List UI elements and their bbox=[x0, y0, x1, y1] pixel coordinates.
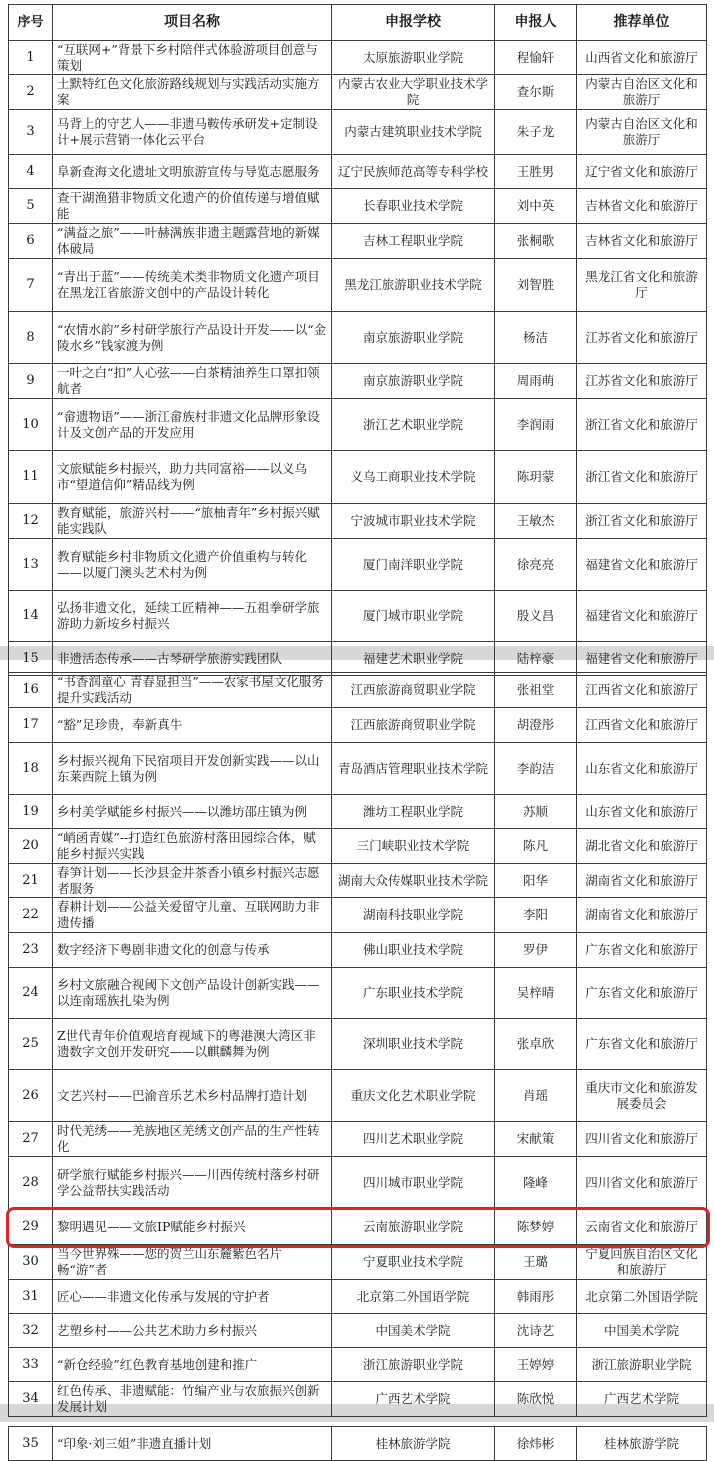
header-name: 项目名称 bbox=[53, 5, 332, 41]
cell-school: 四川艺术职业学院 bbox=[332, 1122, 495, 1157]
cell-recommending-unit: 内蒙古自治区文化和旅游厅 bbox=[577, 75, 707, 110]
cell-recommending-unit: 福建省文化和旅游厅 bbox=[577, 591, 707, 642]
cell-no: 33 bbox=[9, 1348, 53, 1382]
cell-applicant: 徐亮亮 bbox=[495, 539, 577, 591]
table-row bbox=[9, 155, 707, 189]
table-row bbox=[9, 1122, 707, 1157]
cell-project-name: 一叶之白“扣”人心弦——白茶精油养生口罩扣领航者 bbox=[53, 364, 332, 399]
cell-project-name: Z世代青年价值观培育视域下的粤港澳大湾区非遗数字文创开发研究——以麒麟舞为例 bbox=[53, 1019, 332, 1070]
table-page-3 bbox=[8, 1426, 706, 1461]
table-row bbox=[9, 968, 707, 1019]
cell-project-name: 乡村文旅融合视阈下文创产品设计创新实践——以连南瑶族扎染为例 bbox=[53, 968, 332, 1019]
cell-no: 17 bbox=[9, 708, 53, 743]
cell-project-name: “印象·刘三姐”非遗直播计划 bbox=[53, 1427, 332, 1461]
cell-no: 8 bbox=[9, 312, 53, 364]
cell-project-name: 阜新查海文化遗址文明旅游宣传与导览志愿服务 bbox=[53, 155, 332, 189]
cell-recommending-unit: 北京第二外国语学院 bbox=[577, 1280, 707, 1314]
cell-no: 3 bbox=[9, 110, 53, 155]
cell-recommending-unit: 江苏省文化和旅游厅 bbox=[577, 364, 707, 399]
table-row bbox=[9, 312, 707, 364]
cell-project-name: “青出于蓝”——传统美术类非物质文化遗产项目在黑龙江省旅游文创中的产品设计转化 bbox=[53, 259, 332, 312]
table-row bbox=[9, 642, 707, 676]
cell-applicant: 李阳 bbox=[495, 898, 577, 933]
cell-no: 18 bbox=[9, 743, 53, 795]
cell-applicant: 沈诗艺 bbox=[495, 1314, 577, 1348]
table-row bbox=[9, 364, 707, 399]
cell-no: 22 bbox=[9, 898, 53, 933]
cell-school: 南京旅游职业学院 bbox=[332, 312, 495, 364]
table-row bbox=[9, 110, 707, 155]
cell-applicant: 李润雨 bbox=[495, 399, 577, 451]
table-row bbox=[9, 795, 707, 829]
cell-school: 佛山职业技术学院 bbox=[332, 933, 495, 968]
cell-project-name: 艺塑乡村——公共艺术助力乡村振兴 bbox=[53, 1314, 332, 1348]
cell-applicant: 朱子龙 bbox=[495, 110, 577, 155]
cell-school: 厦门南洋职业学院 bbox=[332, 539, 495, 591]
cell-project-name: 文旅赋能乡村振兴，助力共同富裕——以义乌市“望道信仰”精品线为例 bbox=[53, 451, 332, 504]
cell-school: 南京旅游职业学院 bbox=[332, 364, 495, 399]
cell-school: 江西旅游商贸职业学院 bbox=[332, 673, 495, 708]
cell-recommending-unit: 福建省文化和旅游厅 bbox=[577, 539, 707, 591]
table-row bbox=[9, 399, 707, 451]
cell-project-name: 非遗活态传承——古琴研学旅游实践团队 bbox=[53, 642, 332, 676]
cell-school: 北京第二外国语学院 bbox=[332, 1280, 495, 1314]
table-body bbox=[9, 1427, 707, 1461]
cell-project-name: 教育赋能，旅游兴村——“旅柚青年”乡村振兴赋能实践队 bbox=[53, 504, 332, 539]
cell-applicant: 胡澄彤 bbox=[495, 708, 577, 743]
cell-recommending-unit: 广东省文化和旅游厅 bbox=[577, 933, 707, 968]
cell-school: 义乌工商职业技术学院 bbox=[332, 451, 495, 504]
cell-applicant: 陈梦婷 bbox=[495, 1210, 577, 1245]
cell-applicant: 阳华 bbox=[495, 864, 577, 898]
cell-no: 13 bbox=[9, 539, 53, 591]
cell-no: 35 bbox=[9, 1427, 53, 1461]
table-row bbox=[9, 708, 707, 743]
header-no: 序号 bbox=[9, 5, 53, 41]
cell-project-name: 春耕计划——公益关爱留守儿童、互联网助力非遗传播 bbox=[53, 898, 332, 933]
cell-recommending-unit: 广东省文化和旅游厅 bbox=[577, 968, 707, 1019]
table-row bbox=[9, 504, 707, 539]
cell-applicant: 王敏杰 bbox=[495, 504, 577, 539]
cell-applicant: 陈玥蒙 bbox=[495, 451, 577, 504]
cell-school: 重庆文化艺术职业学院 bbox=[332, 1070, 495, 1122]
table-row bbox=[9, 451, 707, 504]
cell-project-name: 春笋计划——长沙县金井茶香小镇乡村振兴志愿者服务 bbox=[53, 864, 332, 898]
cell-no: 4 bbox=[9, 155, 53, 189]
cell-no: 21 bbox=[9, 864, 53, 898]
cell-school: 湖南大众传媒职业技术学院 bbox=[332, 864, 495, 898]
cell-project-name: “互联网+”背景下乡村陪伴式体验游项目创意与策划 bbox=[53, 41, 332, 75]
cell-school: 广西艺术学院 bbox=[332, 1382, 495, 1417]
cell-school: 三门峡职业技术学院 bbox=[332, 829, 495, 864]
cell-applicant: 王婷婷 bbox=[495, 1348, 577, 1382]
cell-no: 30 bbox=[9, 1245, 53, 1280]
cell-project-name: 文艺兴村——巴渝音乐艺术乡村品牌打造计划 bbox=[53, 1070, 332, 1122]
cell-school: 吉林工程职业学院 bbox=[332, 224, 495, 259]
table-body bbox=[9, 41, 707, 676]
cell-recommending-unit: 云南省文化和旅游厅 bbox=[577, 1210, 707, 1245]
cell-applicant: 徐炜彬 bbox=[495, 1427, 577, 1461]
cell-no: 9 bbox=[9, 364, 53, 399]
cell-school: 云南旅游职业学院 bbox=[332, 1210, 495, 1245]
cell-applicant: 周雨萌 bbox=[495, 364, 577, 399]
cell-school: 湖南科技职业学院 bbox=[332, 898, 495, 933]
cell-school: 太原旅游职业学院 bbox=[332, 41, 495, 75]
cell-project-name: 马背上的守艺人——非遗马鞍传承研发+定制设计+展示营销一体化云平台 bbox=[53, 110, 332, 155]
cell-recommending-unit: 湖南省文化和旅游厅 bbox=[577, 864, 707, 898]
cell-recommending-unit: 内蒙古自治区文化和旅游厅 bbox=[577, 110, 707, 155]
cell-applicant: 刘智胜 bbox=[495, 259, 577, 312]
cell-project-name: “新仓经验”红色教育基地创建和推广 bbox=[53, 1348, 332, 1382]
cell-school: 四川城市职业学院 bbox=[332, 1157, 495, 1210]
cell-recommending-unit: 中国美术学院 bbox=[577, 1314, 707, 1348]
cell-no: 16 bbox=[9, 673, 53, 708]
cell-school: 宁夏职业技术学院 bbox=[332, 1245, 495, 1280]
cell-school: 厦门城市职业学院 bbox=[332, 591, 495, 642]
cell-school: 黑龙江旅游职业技术学院 bbox=[332, 259, 495, 312]
cell-recommending-unit: 四川省文化和旅游厅 bbox=[577, 1157, 707, 1210]
cell-school: 福建艺术职业学院 bbox=[332, 642, 495, 676]
cell-project-name: “农情水韵”乡村研学旅行产品设计开发——以“金陵水乡”钱家渡为例 bbox=[53, 312, 332, 364]
table-row bbox=[9, 1245, 707, 1280]
cell-school: 辽宁民族师范高等专科学校 bbox=[332, 155, 495, 189]
cell-project-name: 研学旅行赋能乡村振兴——川西传统村落乡村研学公益帮扶实践活动 bbox=[53, 1157, 332, 1210]
cell-recommending-unit: 浙江旅游职业学院 bbox=[577, 1348, 707, 1382]
cell-recommending-unit: 辽宁省文化和旅游厅 bbox=[577, 155, 707, 189]
cell-no: 25 bbox=[9, 1019, 53, 1070]
cell-school: 长春职业技术学院 bbox=[332, 189, 495, 224]
cell-project-name: 时代羌绣——羌族地区羌绣文创产品的生产性转化 bbox=[53, 1122, 332, 1157]
cell-recommending-unit: 四川省文化和旅游厅 bbox=[577, 1122, 707, 1157]
cell-school: 广东职业技术学院 bbox=[332, 968, 495, 1019]
cell-project-name: “满益之旅”——叶赫满族非遗主题露营地的新媒体破局 bbox=[53, 224, 332, 259]
cell-school: 潍坊工程职业学院 bbox=[332, 795, 495, 829]
cell-project-name: 弘扬非遗文化，延续工匠精神——五祖拳研学旅游助力新垵乡村振兴 bbox=[53, 591, 332, 642]
cell-no: 20 bbox=[9, 829, 53, 864]
table-row bbox=[9, 1280, 707, 1314]
cell-school: 浙江旅游职业学院 bbox=[332, 1348, 495, 1382]
cell-recommending-unit: 湖北省文化和旅游厅 bbox=[577, 829, 707, 864]
cell-applicant: 王璐 bbox=[495, 1245, 577, 1280]
cell-recommending-unit: 山西省文化和旅游厅 bbox=[577, 41, 707, 75]
cell-recommending-unit: 江苏省文化和旅游厅 bbox=[577, 312, 707, 364]
table-page-1 bbox=[8, 4, 706, 676]
cell-project-name: 乡村美学赋能乡村振兴——以潍坊邵庄镇为例 bbox=[53, 795, 332, 829]
cell-no: 6 bbox=[9, 224, 53, 259]
cell-project-name: “畲遗物语”——浙江畲族村非遗文化品牌形象设计及文创产品的开发应用 bbox=[53, 399, 332, 451]
cell-project-name: 匠心——非遗文化传承与发展的守护者 bbox=[53, 1280, 332, 1314]
cell-applicant: 查尔斯 bbox=[495, 75, 577, 110]
cell-no: 11 bbox=[9, 451, 53, 504]
table-row bbox=[9, 539, 707, 591]
table-row bbox=[9, 1348, 707, 1382]
cell-project-name: 土默特红色文化旅游路线规划与实践活动实施方案 bbox=[53, 75, 332, 110]
cell-project-name: 乡村振兴视角下民宿项目开发创新实践——以山东莱西院上镇为例 bbox=[53, 743, 332, 795]
cell-applicant: 韩雨彤 bbox=[495, 1280, 577, 1314]
cell-no: 29 bbox=[9, 1210, 53, 1245]
cell-project-name: “豁”足珍贵，奉新真牛 bbox=[53, 708, 332, 743]
cell-no: 7 bbox=[9, 259, 53, 312]
cell-applicant: 陆梓豪 bbox=[495, 642, 577, 676]
table-row bbox=[9, 1314, 707, 1348]
table-row bbox=[9, 933, 707, 968]
cell-recommending-unit: 浙江省文化和旅游厅 bbox=[577, 399, 707, 451]
header-unit: 推荐单位 bbox=[577, 5, 707, 41]
cell-recommending-unit: 广东省文化和旅游厅 bbox=[577, 1019, 707, 1070]
table-row bbox=[9, 591, 707, 642]
cell-applicant: 肖瑶 bbox=[495, 1070, 577, 1122]
cell-school: 浙江艺术职业学院 bbox=[332, 399, 495, 451]
table-row bbox=[9, 743, 707, 795]
table-row bbox=[9, 1070, 707, 1122]
cell-no: 15 bbox=[9, 642, 53, 676]
cell-applicant: 陈欣悦 bbox=[495, 1382, 577, 1417]
cell-no: 10 bbox=[9, 399, 53, 451]
header-applicant: 申报人 bbox=[495, 5, 577, 41]
cell-no: 27 bbox=[9, 1122, 53, 1157]
cell-project-name: 数字经济下粤剧非遗文化的创意与传承 bbox=[53, 933, 332, 968]
cell-project-name: 教育赋能乡村非物质文化遗产价值重构与转化——以厦门澳头艺术村为例 bbox=[53, 539, 332, 591]
cell-project-name: 当今世界殊——您的贺兰山东麓紫色名片畅“游”者 bbox=[53, 1245, 332, 1280]
cell-recommending-unit: 山东省文化和旅游厅 bbox=[577, 743, 707, 795]
cell-recommending-unit: 湖南省文化和旅游厅 bbox=[577, 898, 707, 933]
table-row bbox=[9, 1382, 707, 1417]
table-row bbox=[9, 259, 707, 312]
cell-recommending-unit: 吉林省文化和旅游厅 bbox=[577, 189, 707, 224]
cell-school: 内蒙古建筑职业技术学院 bbox=[332, 110, 495, 155]
cell-applicant: 吴梓晴 bbox=[495, 968, 577, 1019]
cell-project-name: 查干湖渔猎非物质文化遗产的价值传递与增值赋能 bbox=[53, 189, 332, 224]
cell-project-name: “峭函青媒”--打造红色旅游村落田园综合体，赋能乡村振兴实践 bbox=[53, 829, 332, 864]
cell-applicant: 殷义昌 bbox=[495, 591, 577, 642]
table-row bbox=[9, 1427, 707, 1461]
cell-no: 5 bbox=[9, 189, 53, 224]
cell-applicant: 杨洁 bbox=[495, 312, 577, 364]
table-row bbox=[9, 75, 707, 110]
cell-no: 23 bbox=[9, 933, 53, 968]
cell-school: 中国美术学院 bbox=[332, 1314, 495, 1348]
table-row bbox=[9, 829, 707, 864]
cell-school: 内蒙古农业大学职业技术学院 bbox=[332, 75, 495, 110]
cell-recommending-unit: 浙江省文化和旅游厅 bbox=[577, 504, 707, 539]
cell-no: 32 bbox=[9, 1314, 53, 1348]
table-row bbox=[9, 898, 707, 933]
cell-school: 青岛酒店管理职业技术学院 bbox=[332, 743, 495, 795]
cell-applicant: 张卓欣 bbox=[495, 1019, 577, 1070]
cell-project-name: 红色传承、非遗赋能：竹编产业与农旅振兴创新发展计划 bbox=[53, 1382, 332, 1417]
table-body bbox=[9, 673, 707, 1417]
cell-no: 31 bbox=[9, 1280, 53, 1314]
cell-recommending-unit: 浙江省文化和旅游厅 bbox=[577, 451, 707, 504]
table-row bbox=[9, 673, 707, 708]
table-row bbox=[9, 224, 707, 259]
cell-applicant: 苏顺 bbox=[495, 795, 577, 829]
table-row bbox=[9, 1157, 707, 1210]
cell-recommending-unit: 桂林旅游学院 bbox=[577, 1427, 707, 1461]
cell-no: 19 bbox=[9, 795, 53, 829]
cell-school: 宁波城市职业技术学院 bbox=[332, 504, 495, 539]
cell-no: 24 bbox=[9, 968, 53, 1019]
cell-applicant: 陈凡 bbox=[495, 829, 577, 864]
cell-project-name: 黎明遇见——文旅IP赋能乡村振兴 bbox=[53, 1210, 332, 1245]
cell-recommending-unit: 福建省文化和旅游厅 bbox=[577, 642, 707, 676]
cell-recommending-unit: 宁夏回族自治区文化和旅游厅 bbox=[577, 1245, 707, 1280]
cell-recommending-unit: 广西艺术学院 bbox=[577, 1382, 707, 1417]
cell-no: 1 bbox=[9, 41, 53, 75]
table-row bbox=[9, 41, 707, 75]
cell-recommending-unit: 江西省文化和旅游厅 bbox=[577, 708, 707, 743]
cell-applicant: 李韵洁 bbox=[495, 743, 577, 795]
highlight-frame-row-29 bbox=[6, 1207, 710, 1248]
cell-school: 深圳职业技术学院 bbox=[332, 1019, 495, 1070]
table-row bbox=[9, 189, 707, 224]
cell-applicant: 隆峰 bbox=[495, 1157, 577, 1210]
cell-no: 28 bbox=[9, 1157, 53, 1210]
cell-no: 26 bbox=[9, 1070, 53, 1122]
cell-no: 14 bbox=[9, 591, 53, 642]
cell-recommending-unit: 重庆市文化和旅游发展委员会 bbox=[577, 1070, 707, 1122]
table-row bbox=[9, 864, 707, 898]
cell-school: 江西旅游商贸职业学院 bbox=[332, 708, 495, 743]
header-school: 申报学校 bbox=[332, 5, 495, 41]
cell-applicant: 王胜男 bbox=[495, 155, 577, 189]
cell-recommending-unit: 江西省文化和旅游厅 bbox=[577, 673, 707, 708]
table-header-row bbox=[9, 5, 707, 41]
cell-no: 34 bbox=[9, 1382, 53, 1417]
cell-applicant: 程愉轩 bbox=[495, 41, 577, 75]
cell-applicant: 张祖堂 bbox=[495, 673, 577, 708]
cell-no: 2 bbox=[9, 75, 53, 110]
cell-applicant: 罗伊 bbox=[495, 933, 577, 968]
cell-project-name: “书香润童心 青春显担当”——农家书屋文化服务提升实践活动 bbox=[53, 673, 332, 708]
cell-applicant: 宋献策 bbox=[495, 1122, 577, 1157]
cell-school: 桂林旅游学院 bbox=[332, 1427, 495, 1461]
cell-recommending-unit: 吉林省文化和旅游厅 bbox=[577, 224, 707, 259]
cell-no: 12 bbox=[9, 504, 53, 539]
table-row bbox=[9, 1019, 707, 1070]
cell-recommending-unit: 黑龙江省文化和旅游厅 bbox=[577, 259, 707, 312]
cell-recommending-unit: 山东省文化和旅游厅 bbox=[577, 795, 707, 829]
cell-applicant: 刘中英 bbox=[495, 189, 577, 224]
cell-applicant: 张桐歌 bbox=[495, 224, 577, 259]
table-page-2 bbox=[8, 672, 706, 1417]
